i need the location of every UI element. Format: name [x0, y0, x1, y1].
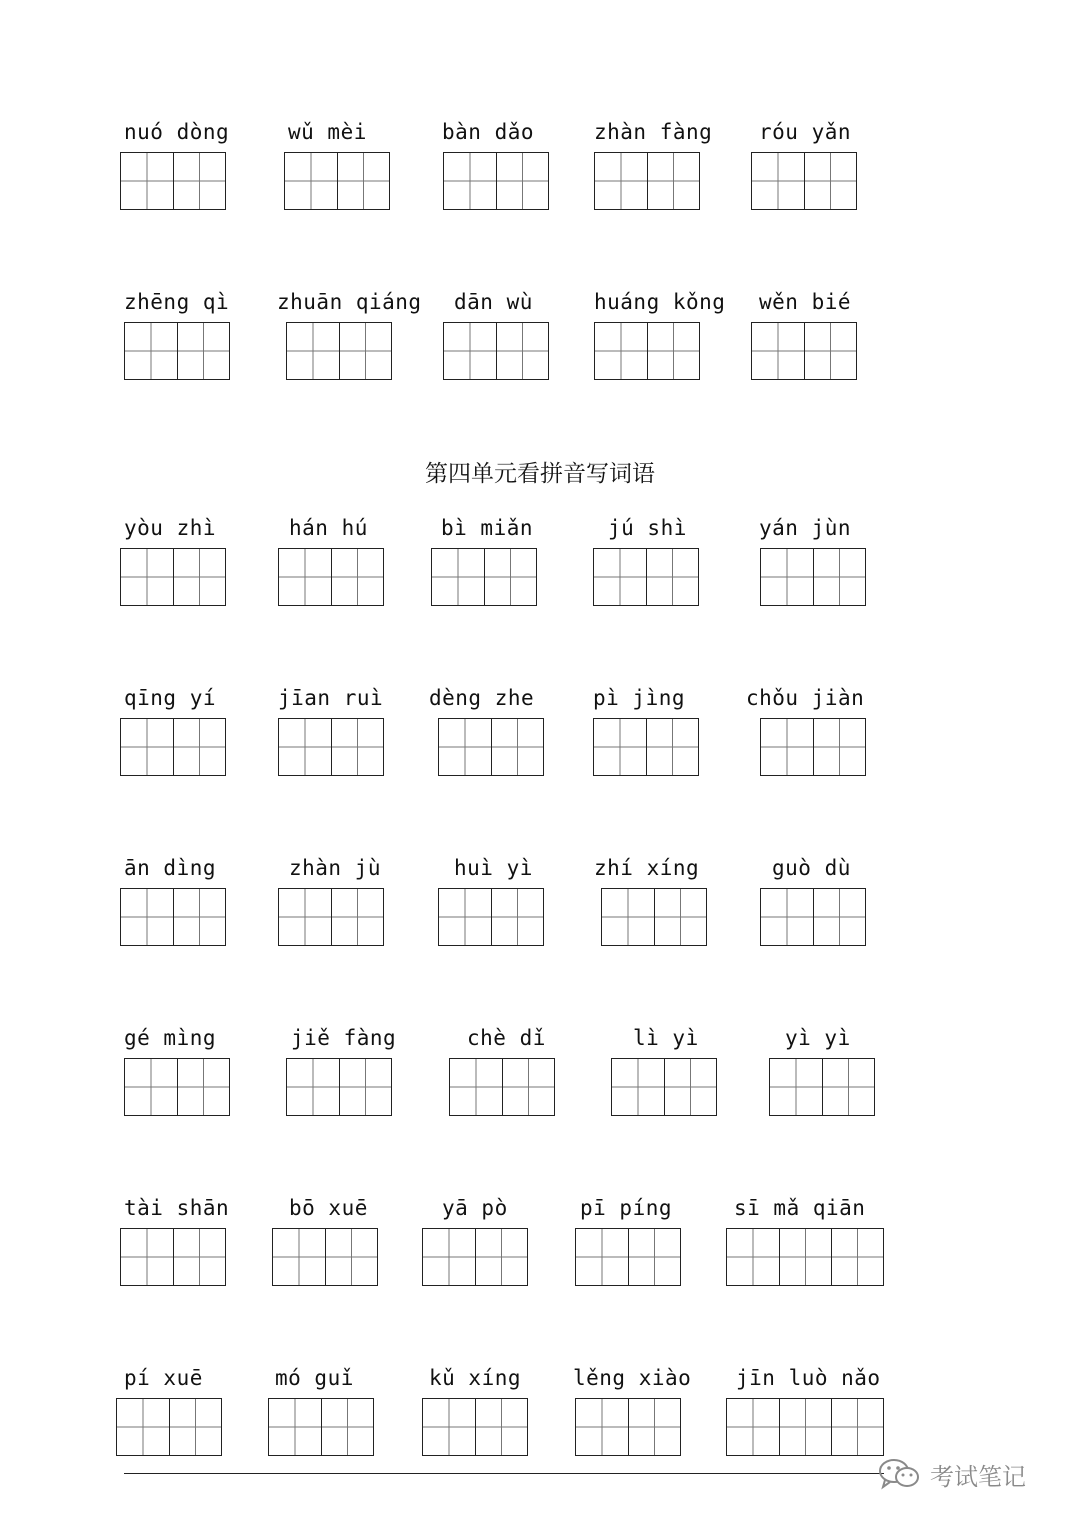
tianzige-cell[interactable]: [813, 889, 865, 945]
tianzige-cell[interactable]: [287, 1059, 339, 1115]
tianzige-cell[interactable]: [628, 1399, 680, 1455]
tianzige-cell[interactable]: [628, 1229, 680, 1285]
tianzige-cell[interactable]: [804, 153, 856, 209]
answer-boxes[interactable]: [272, 1228, 378, 1286]
tianzige-cell[interactable]: [664, 1059, 716, 1115]
pinyin-label: yā pò: [442, 1196, 508, 1220]
pinyin-label: pī píng: [580, 1196, 673, 1220]
tianzige-cell[interactable]: [752, 323, 804, 379]
answer-boxes[interactable]: [443, 322, 549, 380]
tianzige-cell[interactable]: [444, 153, 496, 209]
tianzige-cell[interactable]: [173, 889, 225, 945]
pinyin-label: yán jùn: [759, 516, 852, 540]
tianzige-cell[interactable]: [831, 1229, 883, 1285]
tianzige-cell[interactable]: [279, 549, 331, 605]
tianzige-cell[interactable]: [813, 719, 865, 775]
pinyin-label: dān wù: [454, 290, 533, 314]
answer-boxes[interactable]: [594, 322, 700, 380]
answer-boxes[interactable]: [120, 1228, 226, 1286]
answer-boxes[interactable]: [120, 718, 226, 776]
pinyin-label: yì yì: [785, 1026, 851, 1050]
tianzige-cell[interactable]: [439, 889, 491, 945]
tianzige-cell[interactable]: [727, 1399, 779, 1455]
watermark-text: 考试笔记: [930, 1462, 1026, 1491]
answer-boxes[interactable]: [443, 152, 549, 210]
pinyin-label: pì jìng: [593, 686, 686, 710]
answer-boxes[interactable]: [594, 152, 700, 210]
answer-boxes[interactable]: [286, 322, 392, 380]
answer-boxes[interactable]: [760, 548, 866, 606]
answer-boxes[interactable]: [438, 888, 544, 946]
tianzige-cell[interactable]: [423, 1229, 475, 1285]
pinyin-label: zhí xíng: [594, 856, 700, 880]
answer-boxes[interactable]: [120, 888, 226, 946]
tianzige-cell[interactable]: [339, 323, 391, 379]
answer-boxes[interactable]: [124, 322, 230, 380]
tianzige-cell[interactable]: [173, 153, 225, 209]
answer-boxes[interactable]: [286, 1058, 392, 1116]
tianzige-cell[interactable]: [337, 153, 389, 209]
pinyin-label: gé mìng: [124, 1026, 217, 1050]
pinyin-label: jú shì: [608, 516, 687, 540]
answer-boxes[interactable]: [751, 152, 857, 210]
tianzige-cell[interactable]: [339, 1059, 391, 1115]
answer-boxes[interactable]: [284, 152, 390, 210]
pinyin-label: qīng yí: [124, 686, 217, 710]
tianzige-cell[interactable]: [761, 719, 813, 775]
tianzige-cell[interactable]: [647, 323, 699, 379]
tianzige-cell[interactable]: [491, 889, 543, 945]
section-title: 第四单元看拼音写词语: [425, 461, 655, 487]
tianzige-cell[interactable]: [444, 323, 496, 379]
answer-boxes[interactable]: [120, 152, 226, 210]
pinyin-label: chè dǐ: [467, 1026, 546, 1050]
footer-divider: [124, 1473, 884, 1474]
watermark: [876, 1456, 1026, 1492]
tianzige-cell[interactable]: [117, 1399, 169, 1455]
tianzige-cell[interactable]: [125, 323, 177, 379]
tianzige-cell[interactable]: [177, 323, 229, 379]
tianzige-cell[interactable]: [831, 1399, 883, 1455]
answer-boxes[interactable]: [726, 1398, 884, 1456]
tianzige-cell[interactable]: [331, 549, 383, 605]
tianzige-cell[interactable]: [173, 719, 225, 775]
answer-boxes[interactable]: [268, 1398, 374, 1456]
tianzige-cell[interactable]: [612, 1059, 664, 1115]
tianzige-cell[interactable]: [761, 549, 813, 605]
tianzige-cell[interactable]: [576, 1399, 628, 1455]
tianzige-cell[interactable]: [279, 889, 331, 945]
pinyin-label: jīan ruì: [278, 686, 384, 710]
answer-boxes[interactable]: [120, 548, 226, 606]
tianzige-cell[interactable]: [273, 1229, 325, 1285]
pinyin-label: wěn bié: [759, 290, 852, 314]
tianzige-cell[interactable]: [779, 1399, 831, 1455]
tianzige-cell[interactable]: [770, 1059, 822, 1115]
tianzige-cell[interactable]: [654, 889, 706, 945]
pinyin-label: huì yì: [454, 856, 533, 880]
pinyin-label: zhàn fàng: [594, 120, 713, 144]
tianzige-cell[interactable]: [173, 1229, 225, 1285]
tianzige-cell[interactable]: [727, 1229, 779, 1285]
tianzige-cell[interactable]: [121, 153, 173, 209]
answer-boxes[interactable]: [422, 1228, 528, 1286]
tianzige-cell[interactable]: [121, 889, 173, 945]
answer-boxes[interactable]: [593, 548, 699, 606]
pinyin-label: ān dìng: [124, 856, 217, 880]
tianzige-cell[interactable]: [423, 1399, 475, 1455]
pinyin-label: huáng kǒng: [594, 290, 726, 314]
pinyin-label: hán hú: [289, 516, 368, 540]
tianzige-cell[interactable]: [822, 1059, 874, 1115]
pinyin-label: jīn luò nǎo: [736, 1366, 881, 1390]
pinyin-label: guò dù: [772, 856, 851, 880]
tianzige-cell[interactable]: [121, 1229, 173, 1285]
answer-boxes[interactable]: [278, 718, 384, 776]
tianzige-cell[interactable]: [594, 549, 646, 605]
tianzige-cell[interactable]: [646, 549, 698, 605]
answer-boxes[interactable]: [611, 1058, 717, 1116]
pinyin-label: yòu zhì: [124, 516, 217, 540]
answer-boxes[interactable]: [769, 1058, 875, 1116]
tianzige-cell[interactable]: [647, 153, 699, 209]
tianzige-cell[interactable]: [496, 153, 548, 209]
tianzige-cell[interactable]: [432, 549, 484, 605]
wechat-icon: [876, 1456, 924, 1492]
tianzige-cell[interactable]: [804, 323, 856, 379]
tianzige-cell[interactable]: [646, 719, 698, 775]
pinyin-label: jiě fàng: [291, 1026, 397, 1050]
answer-boxes[interactable]: [431, 548, 537, 606]
answer-boxes[interactable]: [726, 1228, 884, 1286]
pinyin-label: sī mǎ qiān: [734, 1196, 866, 1220]
tianzige-cell[interactable]: [761, 889, 813, 945]
answer-boxes[interactable]: [422, 1398, 528, 1456]
tianzige-cell[interactable]: [450, 1059, 502, 1115]
tianzige-cell[interactable]: [594, 719, 646, 775]
tianzige-cell[interactable]: [475, 1229, 527, 1285]
tianzige-cell[interactable]: [602, 889, 654, 945]
answer-boxes[interactable]: [601, 888, 707, 946]
tianzige-cell[interactable]: [321, 1399, 373, 1455]
pinyin-label: pí xuē: [124, 1366, 203, 1390]
answer-boxes[interactable]: [124, 1058, 230, 1116]
answer-boxes[interactable]: [449, 1058, 555, 1116]
answer-boxes[interactable]: [575, 1228, 681, 1286]
tianzige-cell[interactable]: [177, 1059, 229, 1115]
pinyin-label: bàn dǎo: [442, 120, 535, 144]
tianzige-cell[interactable]: [269, 1399, 321, 1455]
pinyin-label: kǔ xíng: [429, 1366, 522, 1390]
pinyin-label: chǒu jiàn: [746, 686, 865, 710]
pinyin-label: zhàn jù: [289, 856, 382, 880]
pinyin-label: mó guǐ: [275, 1366, 354, 1390]
tianzige-cell[interactable]: [331, 889, 383, 945]
tianzige-cell[interactable]: [325, 1229, 377, 1285]
answer-boxes[interactable]: [593, 718, 699, 776]
answer-boxes[interactable]: [278, 548, 384, 606]
pinyin-label: lì yì: [633, 1026, 699, 1050]
pinyin-label: zhuān qiáng: [277, 290, 422, 314]
tianzige-cell[interactable]: [279, 719, 331, 775]
pinyin-label: tài shān: [124, 1196, 230, 1220]
tianzige-cell[interactable]: [287, 323, 339, 379]
tianzige-cell[interactable]: [475, 1399, 527, 1455]
tianzige-cell[interactable]: [491, 719, 543, 775]
tianzige-cell[interactable]: [813, 549, 865, 605]
answer-boxes[interactable]: [760, 888, 866, 946]
tianzige-cell[interactable]: [173, 549, 225, 605]
tianzige-cell[interactable]: [169, 1399, 221, 1455]
pinyin-label: dèng zhe: [429, 686, 535, 710]
answer-boxes[interactable]: [278, 888, 384, 946]
tianzige-cell[interactable]: [331, 719, 383, 775]
answer-boxes[interactable]: [760, 718, 866, 776]
pinyin-label: bì miǎn: [441, 516, 534, 540]
tianzige-cell[interactable]: [125, 1059, 177, 1115]
tianzige-cell[interactable]: [285, 153, 337, 209]
pinyin-label: nuó dòng: [124, 120, 230, 144]
tianzige-cell[interactable]: [439, 719, 491, 775]
answer-boxes[interactable]: [751, 322, 857, 380]
tianzige-cell[interactable]: [779, 1229, 831, 1285]
answer-boxes[interactable]: [438, 718, 544, 776]
pinyin-label: róu yǎn: [759, 120, 852, 144]
tianzige-cell[interactable]: [576, 1229, 628, 1285]
tianzige-cell[interactable]: [121, 719, 173, 775]
pinyin-label: lěng xiào: [573, 1366, 692, 1390]
tianzige-cell[interactable]: [752, 153, 804, 209]
pinyin-label: wǔ mèi: [288, 120, 367, 144]
tianzige-cell[interactable]: [595, 153, 647, 209]
tianzige-cell[interactable]: [595, 323, 647, 379]
tianzige-cell[interactable]: [484, 549, 536, 605]
tianzige-cell[interactable]: [502, 1059, 554, 1115]
tianzige-cell[interactable]: [121, 549, 173, 605]
pinyin-label: zhēng qì: [124, 290, 230, 314]
pinyin-label: bō xuē: [289, 1196, 368, 1220]
answer-boxes[interactable]: [575, 1398, 681, 1456]
answer-boxes[interactable]: [116, 1398, 222, 1456]
tianzige-cell[interactable]: [496, 323, 548, 379]
